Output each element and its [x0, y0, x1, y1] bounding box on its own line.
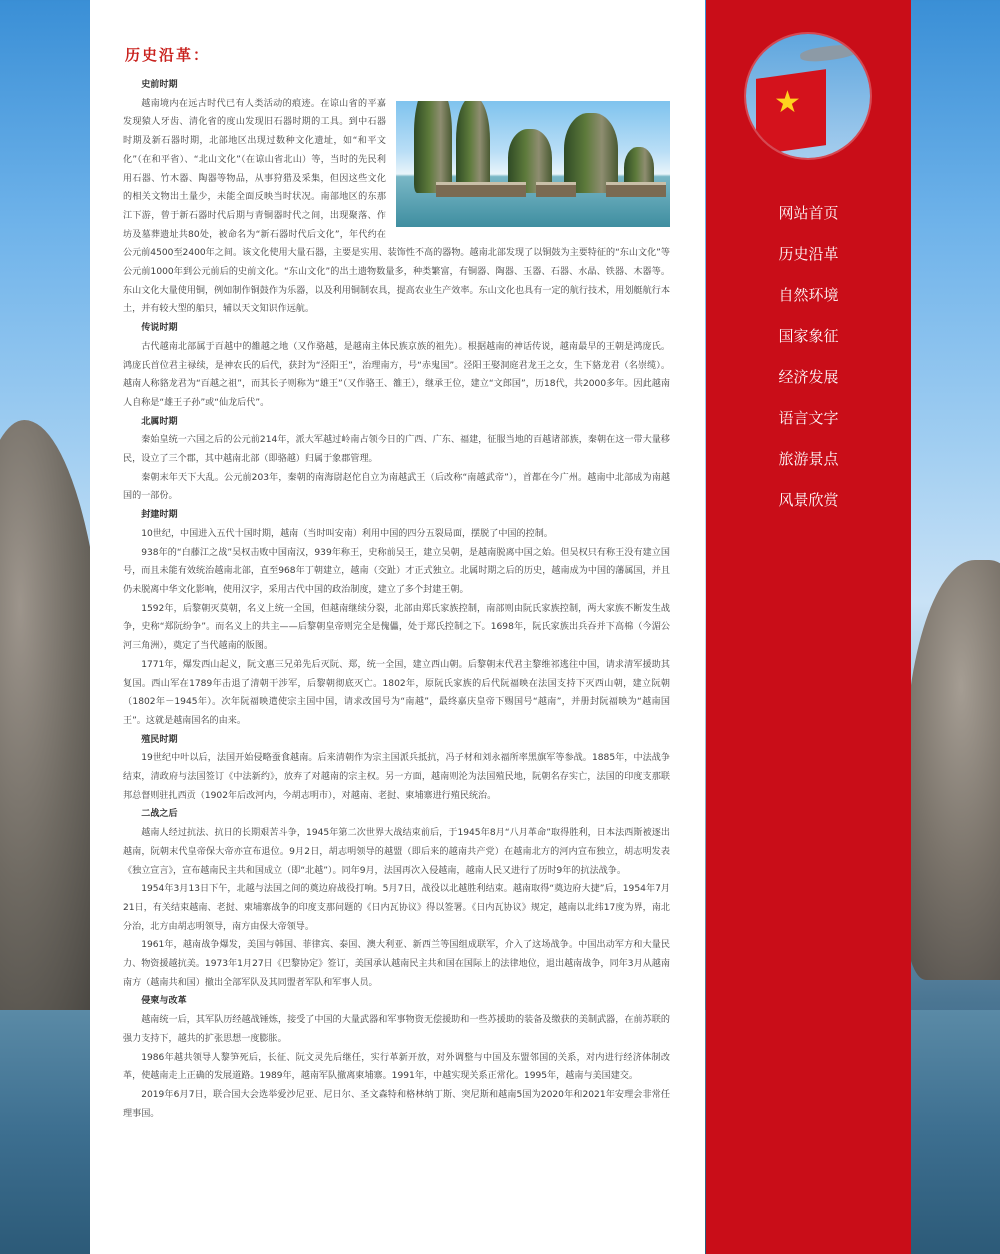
paragraph-feudal-2: 938年的“白藤江之战”吴权击败中国南汉，939年称王，史称前吴王，建立吴朝，是越南脱离中国之始。但吴权只有称王没有建立国号，而且未能有效统治越南北部，直至968年丁朝建立，越南（交趾）才正式独立。北属时期之后的历史，越南成为中国的藩属国，并且仍未脱离中华文化影响，使用汉字，采用古代中国的政治制度，建立了多个封建王朝。	[123, 547, 670, 595]
paragraph-reform-3: 2019年6月7日，联合国大会选举爱沙尼亚、尼日尔、圣文森特和格林纳丁斯、突尼斯和越南5国为2020年和2021年安理会非常任理事国。	[123, 1089, 670, 1119]
paragraph-north-1: 秦始皇统一六国之后的公元前214年，派大军越过岭南占领今日的广西、广东、福建，征服当地的百越诸部族，秦朝在这一带大量移民，设立了三个郡，其中越南北部（即骆越）归属于象郡管理。	[123, 435, 670, 465]
nav-item-attractions[interactable]: 旅游景点	[778, 450, 839, 468]
sidebar	[706, 0, 911, 1254]
nav-item-nature[interactable]: 自然环境	[778, 286, 839, 304]
paragraph-postwar-2: 1954年3月13日下午，北越与法国之间的奠边府战役打响。5月7日，战役以北越胜利结束。越南取得“奠边府大捷”后，1954年7月21日，有关结束越南、老挝、柬埔寨战争的印度支那问题的《日内瓦协议》得以签署。《日内瓦协议》规定，越南以北纬17度为界，南北分治，北方由胡志明领导，南方由保大帝领导。	[123, 884, 670, 932]
subheading-prehistory: 史前时期	[141, 80, 178, 90]
paragraph-postwar-3: 1961年，越南战争爆发，美国与韩国、菲律宾、泰国、澳大利亚、新西兰等国组成联军，介入了这场战争。中国出动军方和大量民力、物资援越抗美。1973年1月27日《巴黎协定》签订，美国承认越南民主共和国在国际上的法律地位，退出越南战争，同年3月从越南南方（越南共和国）撤出全部军队及其同盟者军队和军事人员。	[123, 940, 670, 988]
paragraph-colonial-1: 19世纪中叶以后，法国开始侵略蚕食越南。后来清朝作为宗主国派兵抵抗，冯子材和刘永福所率黑旗军等参战。1885年，中法战争结束，清政府与法国签订《中法新约》，放弃了对越南的宗主权。另一方面，越南则沦为法国殖民地，阮朝名存实亡，法国的印度支那联邦总督则驻扎西贡（1902年后改河内，今胡志明市），对越南、老挝、柬埔寨进行殖民统治。	[123, 753, 670, 801]
article-body	[123, 76, 670, 1123]
subheading-postwar: 二战之后	[141, 809, 178, 820]
paragraph-prehistory-1: 越南境内在远古时代已有人类活动的痕迹。在谅山省的平嘉发现猿人牙齿、清化省的度山发现旧石器时期的工具。到中石器时期及新石器时期，北部地区出现过数种文化遗址，如“和平文化”（在和平省）、“北山文化”（在谅山省北山）等，当时的先民利用石器、竹木器、陶器等物品，从事狩猎及采集，但因这些文化的相关文物出土量少，未能全面反映当时状况。南部地区的东那江下游，曾于新石器时代后期与青铜器时代之间，出现聚落、作坊及墓葬遗址共80处，被命名为“新石器时代后文化”，年代约在公元前4500至2400年之间。该文化使用大量石器，主要是实用、装饰性不高的器物。越南北部发现了以铜鼓为主要特征的“东山文化”等公元前1000年到公元前后的史前文化。“东山文化”的出土遗物数量多，种类繁富，有铜器、陶器、玉器、石器、水晶、铁器、木器等。东山文化大量使用铜，例如制作铜鼓作为乐器，以及利用铜制农具，提高农业生产效率。东山文化也具有一定的航行技术，用划艇航行本土，并有较大型的船只，辅以天文知识作远航。	[123, 98, 670, 315]
section-heading: 历史沿革：	[125, 46, 211, 64]
nav-item-gallery[interactable]: 风景欣赏	[778, 491, 839, 509]
subheading-colonial: 殖民时期	[141, 734, 178, 745]
nav-menu	[706, 200, 911, 528]
paragraph-postwar-1: 越南人经过抗法、抗日的长期艰苦斗争，1945年第二次世界大战结束前后，于1945年8月“八月革命”取得胜利，日本法西斯被逐出越南，阮朝末代皇帝保大帝亦宣布退位。9月2日，胡志明领导的越盟（即后来的越南共产党）在越南北方的河内宣布独立，胡志明发表《独立宣言》，宣布越南民主共和国成立（即“北越”）。同年9月，法国再次入侵越南，越南人民又进行了历时9年的抗法战争。	[123, 828, 670, 876]
paragraph-reform-2: 1986年越共领导人黎笋死后，长征、阮文灵先后继任，实行革新开放，对外调整与中国及东盟邻国的关系，对内进行经济体制改革，使越南走上正确的发展道路。1989年，越南军队撤离柬埔寨。1991年，中越实现关系正常化。1995年，越南与美国建交。	[123, 1052, 670, 1082]
nav-item-symbols[interactable]: 国家象征	[778, 327, 839, 345]
paragraph-feudal-3: 1592年，后黎朝灭莫朝，名义上统一全国，但越南继续分裂，北部由郑氏家族控制，南部则由阮氏家族控制，两大家族不断发生战争，史称“郑阮纷争”。而名义上的共主——后黎朝皇帝则完全是傀儡，处于郑氏控制之下。1698年，阮氏家族出兵吞并下高棉（今湄公河三角洲），奠定了当代越南的版图。	[123, 603, 670, 652]
background-rock-right	[905, 560, 1000, 980]
paragraph-reform-1: 越南统一后，其军队历经越战锤炼，接受了中国的大量武器和军事物资无偿援助和一些苏援助的装备及缴获的美制武器，在前苏联的强力支持下，越共的扩张思想一度膨胀。	[123, 1015, 670, 1044]
nav-item-economy[interactable]: 经济发展	[778, 368, 839, 386]
content-panel	[90, 0, 705, 1254]
halong-bay-photo	[396, 101, 670, 227]
subheading-feudal: 封建时期	[141, 510, 178, 521]
star-icon: ★	[774, 85, 801, 120]
nav-item-language[interactable]: 语言文字	[778, 409, 839, 427]
paragraph-legend-1: 古代越南北部属于百越中的雒越之地（又作骆越，是越南主体民族京族的祖先）。根据越南的神话传说，越南最早的王朝是鸿庞氏。鸿庞氏首位君主禄续，是神农氏的后代，获封为“泾阳王”，治理南方，号“赤鬼国”。泾阳王娶洞庭君龙王之女，生下貉龙君（名崇缆）。越南人称貉龙君为“百越之祖”，而其长子则称为“雄王”（又作骆王、雒王），继承王位，建立“文郎国”，历18代，共2000多年。因此越南人自称是“雄王子孙”或“仙龙后代”。	[123, 341, 670, 408]
subheading-legend: 传说时期	[141, 323, 178, 334]
paragraph-feudal-4: 1771年，爆发西山起义，阮文惠三兄弟先后灭阮、郑，统一全国，建立西山朝。后黎朝末代君主黎维祁逃往中国，请求清军援助其复国。西山军在1789年击退了清朝干涉军，后黎朝彻底灭亡。1802年，原阮氏家族的后代阮福映在法国支持下灭西山朝，建立阮朝（1802年－1945年）。次年阮福映遣使宗主国中国，请求改国号为“南越”，最终嘉庆皇帝下赐国号“越南”，并册封阮福映为“越南国王”。这就是越南国名的由来。	[123, 659, 670, 726]
vietnam-flag-emblem-icon	[746, 34, 870, 158]
nav-item-history[interactable]: 历史沿革	[778, 245, 839, 263]
subheading-reform: 侵柬与改革	[141, 996, 187, 1007]
subheading-north: 北属时期	[141, 416, 178, 427]
jet-icon	[799, 42, 860, 64]
nav-item-home[interactable]: 网站首页	[778, 204, 839, 222]
paragraph-feudal-1: 10世纪，中国进入五代十国时期，越南（当时叫安南）利用中国的四分五裂局面，摆脱了中国的控制。	[141, 528, 553, 539]
paragraph-north-2: 秦朝末年天下大乱。公元前203年，秦朝的南海尉赵佗自立为南越武王（后改称“南越武帝”），首都在今广州。越南中北部成为南越国的一部份。	[123, 472, 670, 502]
